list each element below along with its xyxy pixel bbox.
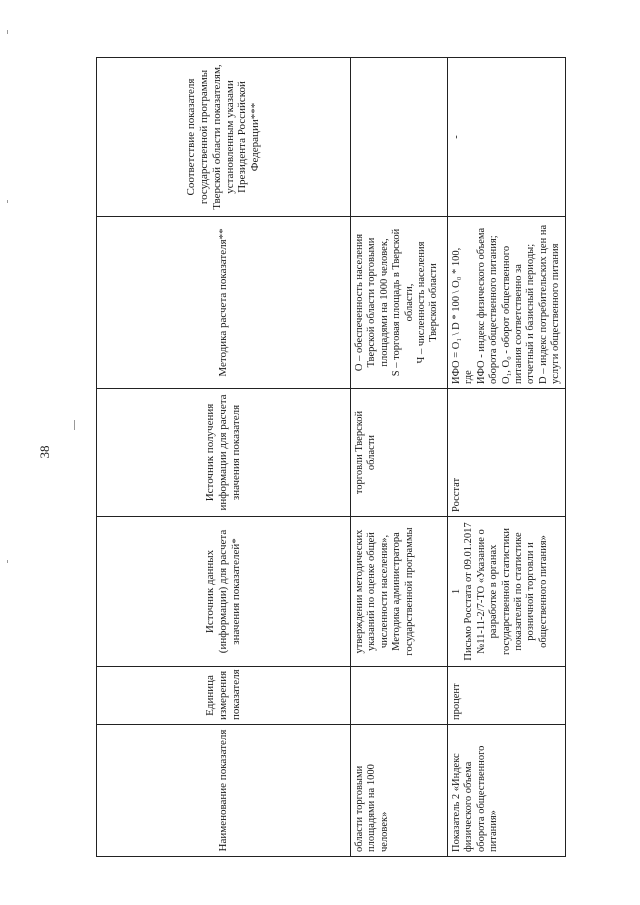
scan-edge-mark xyxy=(74,420,75,430)
indicator-table xyxy=(96,57,566,857)
rotated-table-container xyxy=(96,58,561,857)
scan-edge-mark xyxy=(7,30,8,34)
scan-edge-mark xyxy=(7,560,8,563)
table-row xyxy=(351,58,448,857)
header-data-source: Источник данных (информации) для расчета значения показателей* xyxy=(97,517,351,667)
header-unit: Единица измерения показателя xyxy=(97,667,351,725)
row1-info-source: торговли Тверской области xyxy=(351,389,448,517)
row1-indicator-name: области торговыми площадями на 1000 человек» xyxy=(351,725,448,857)
row2-indicator-name: Показатель 2 «Индекс физического объема оборота общественного питания» xyxy=(448,725,566,857)
row1-data-source: утверждении методических указаний по оценке общей численности населения», Методика администратора государственной программы xyxy=(351,517,448,667)
row2-compliance: - xyxy=(448,58,566,217)
row1-calculation-method xyxy=(351,217,448,389)
row2-source-line-2: Письмо Росстата от 09.01.2017 №11-11-2/7-ТО «Указание о разработке в органах государственной статистики показателей по статистике розничной торговли и общественного питания» xyxy=(463,522,549,661)
header-indicator-name: Наименование показателя xyxy=(97,725,351,857)
header-info-source: Источник получения информации для расчета значения показателя xyxy=(97,389,351,517)
row2-calculation-method xyxy=(448,217,566,389)
row2-unit: процент xyxy=(448,667,566,725)
header-calculation-method: Методика расчета показателя** xyxy=(97,217,351,389)
table-row xyxy=(448,58,566,857)
row2-method-line-3: ИФО - индекс физического объема оборота общественного питания; xyxy=(475,227,500,384)
row2-method-line-4: О₁, О₀ - оборот общественного питания соответственно за отчетный и базисный периоды; xyxy=(500,243,537,384)
row1-compliance xyxy=(351,58,448,217)
row1-unit xyxy=(351,667,448,725)
row2-source-line-1: 1 xyxy=(451,588,462,595)
row2-data-source xyxy=(448,517,566,667)
page-number: 38 xyxy=(37,445,52,459)
row2-method-line-2: где xyxy=(463,370,475,384)
row1-method-line-2: S – торговая площадь в Тверской области, xyxy=(391,228,415,377)
row2-info-source: Росстат xyxy=(448,389,566,517)
table-header-row xyxy=(97,58,351,857)
row1-method-line-1: О – обеспеченность населения Тверской области торговыми площадями на 1000 человек, xyxy=(354,233,390,372)
row2-method-line-1: ИФО = О₁ \ D * 100 \ О₀ * 100, xyxy=(451,247,462,384)
row2-method-line-5: D – индекс потребительских цен на услуги общественного питания xyxy=(537,224,561,384)
header-compliance: Соответствие показателя государственной программы Тверской области показателям, установленным указами Президента Российской Федерации*** xyxy=(97,58,351,217)
scan-edge-mark xyxy=(7,200,8,203)
row1-method-line-3: Ч – численность населения Тверской области xyxy=(415,241,440,364)
